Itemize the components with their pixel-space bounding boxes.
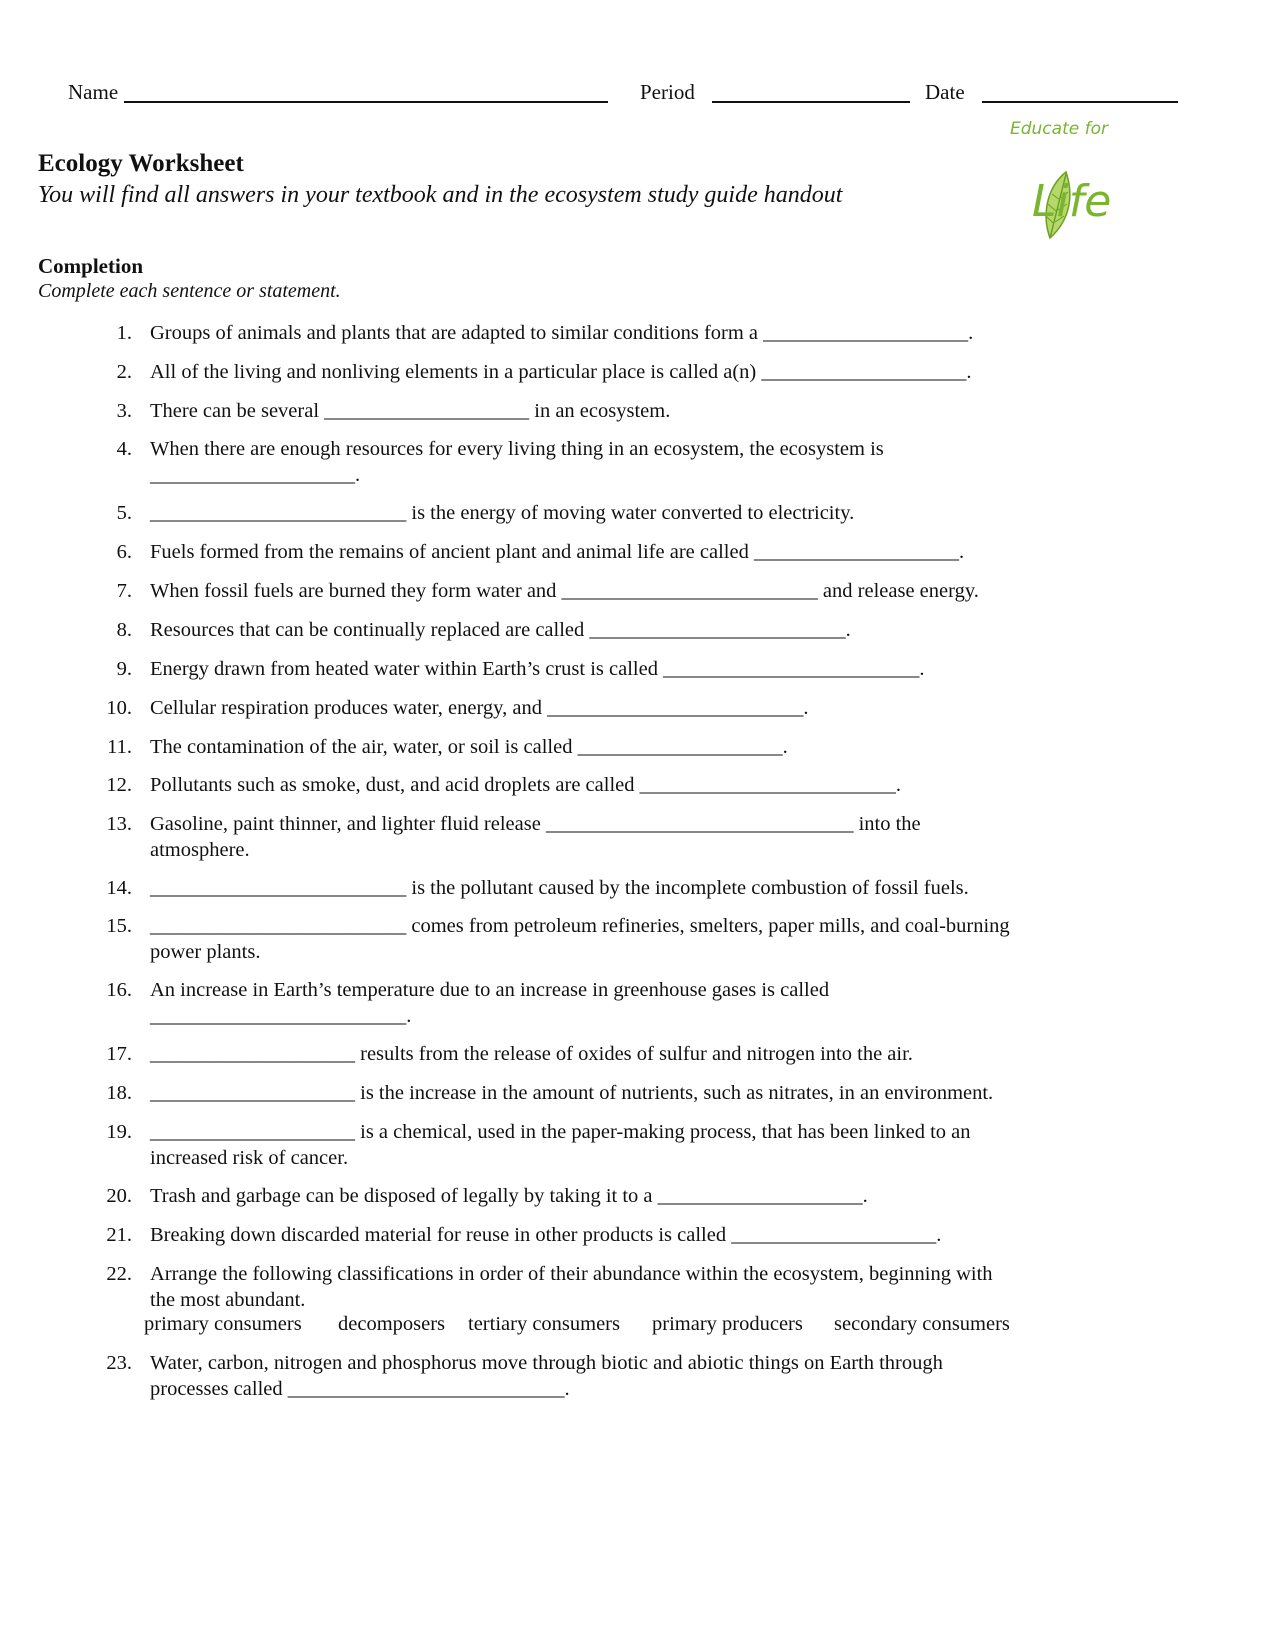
question-number: 13. — [106, 813, 132, 835]
question-text: Cellular respiration produces water, energy, and _________________________. — [150, 697, 809, 719]
classification-choice: primary consumers — [144, 1313, 302, 1335]
question-text: The contamination of the air, water, or soil is called ____________________. — [150, 736, 788, 758]
page-subtitle: You will find all answers in your textbook and in the ecosystem study guide handout — [38, 182, 843, 208]
name-label: Name — [68, 80, 119, 104]
question-number: 15. — [106, 915, 132, 937]
question-text: Fuels formed from the remains of ancient plant and animal life are called ____________________. — [150, 541, 965, 563]
question-number: 5. — [116, 502, 132, 524]
question-text: When there are enough resources for every living thing in an ecosystem, the ecosystem is — [150, 438, 884, 460]
question-text: When fossil fuels are burned they form water and _________________________ and release energy. — [150, 580, 979, 602]
question-text: ____________________ is a chemical, used in the paper-making process, that has been linked to an — [150, 1121, 971, 1143]
question-number: 17. — [106, 1043, 132, 1065]
classification-choice: secondary consumers — [834, 1313, 1010, 1335]
question-text: Pollutants such as smoke, dust, and acid droplets are called _________________________. — [150, 774, 901, 796]
question-text: Energy drawn from heated water within Earth’s crust is called _________________________. — [150, 658, 925, 680]
question-text: _________________________. — [150, 1005, 412, 1027]
date-label: Date — [925, 80, 965, 104]
question-number: 20. — [106, 1185, 132, 1207]
question-number: 1. — [116, 322, 132, 344]
question-text: All of the living and nonliving elements in a particular place is called a(n) ____________________. — [150, 361, 972, 383]
question-text: processes called ___________________________. — [150, 1378, 570, 1400]
question-text: power plants. — [150, 941, 261, 963]
question-number: 21. — [106, 1224, 132, 1246]
date-blank[interactable] — [982, 101, 1178, 103]
question-text: increased risk of cancer. — [150, 1147, 349, 1169]
question-number: 3. — [116, 400, 132, 422]
question-text: ____________________. — [150, 464, 361, 486]
question-text: ____________________ is the increase in the amount of nutrients, such as nitrates, in an environment. — [150, 1082, 994, 1104]
section-heading: Completion — [38, 254, 143, 278]
question-number: 23. — [106, 1352, 132, 1374]
question-text: Breaking down discarded material for reuse in other products is called ____________________. — [150, 1224, 942, 1246]
logo-word: Life — [1032, 176, 1112, 227]
question-text: Gasoline, paint thinner, and lighter fluid release ______________________________ into the — [150, 813, 921, 835]
question-number: 16. — [106, 979, 132, 1001]
question-text: There can be several ____________________ in an ecosystem. — [150, 400, 671, 422]
question-text: ____________________ results from the release of oxides of sulfur and nitrogen into the air. — [150, 1043, 913, 1065]
question-number: 8. — [116, 619, 132, 641]
question-number: 10. — [106, 697, 132, 719]
question-number: 19. — [106, 1121, 132, 1143]
question-text: the most abundant. — [150, 1289, 306, 1311]
question-text: An increase in Earth’s temperature due to an increase in greenhouse gases is called — [150, 979, 830, 1001]
question-number: 22. — [106, 1263, 132, 1285]
question-text: Trash and garbage can be disposed of legally by taking it to a ____________________. — [150, 1185, 868, 1207]
question-text: _________________________ is the pollutant caused by the incomplete combustion of fossil fuels. — [150, 877, 969, 899]
logo-tagline: Educate for — [1010, 119, 1108, 139]
question-text: Groups of animals and plants that are adapted to similar conditions form a ____________________. — [150, 322, 974, 344]
page-title: Ecology Worksheet — [38, 150, 244, 177]
classification-choice: decomposers — [338, 1313, 446, 1335]
period-blank[interactable] — [712, 101, 910, 103]
section-instruction: Complete each sentence or statement. — [38, 280, 341, 302]
question-number: 7. — [116, 580, 132, 602]
question-number: 18. — [106, 1082, 132, 1104]
question-text: atmosphere. — [150, 839, 250, 861]
classification-choice: tertiary consumers — [468, 1313, 620, 1335]
question-text: _________________________ comes from petroleum refineries, smelters, paper mills, and coal-burning — [150, 915, 1010, 937]
question-number: 2. — [116, 361, 132, 383]
classification-choice: primary producers — [652, 1313, 803, 1335]
question-number: 14. — [106, 877, 132, 899]
question-number: 11. — [107, 736, 132, 758]
question-text: _________________________ is the energy of moving water converted to electricity. — [150, 502, 855, 524]
question-text: Arrange the following classifications in order of their abundance within the ecosystem, beginning with — [150, 1263, 993, 1285]
question-number: 4. — [116, 438, 132, 460]
question-text: Resources that can be continually replaced are called _________________________. — [150, 619, 851, 641]
period-label: Period — [640, 80, 695, 104]
educate-for-life-logo — [1010, 116, 1180, 256]
name-blank[interactable] — [124, 101, 608, 103]
question-number: 12. — [106, 774, 132, 796]
question-text: Water, carbon, nitrogen and phosphorus move through biotic and abiotic things on Earth through — [150, 1352, 943, 1374]
question-number: 9. — [116, 658, 132, 680]
question-number: 6. — [116, 541, 132, 563]
